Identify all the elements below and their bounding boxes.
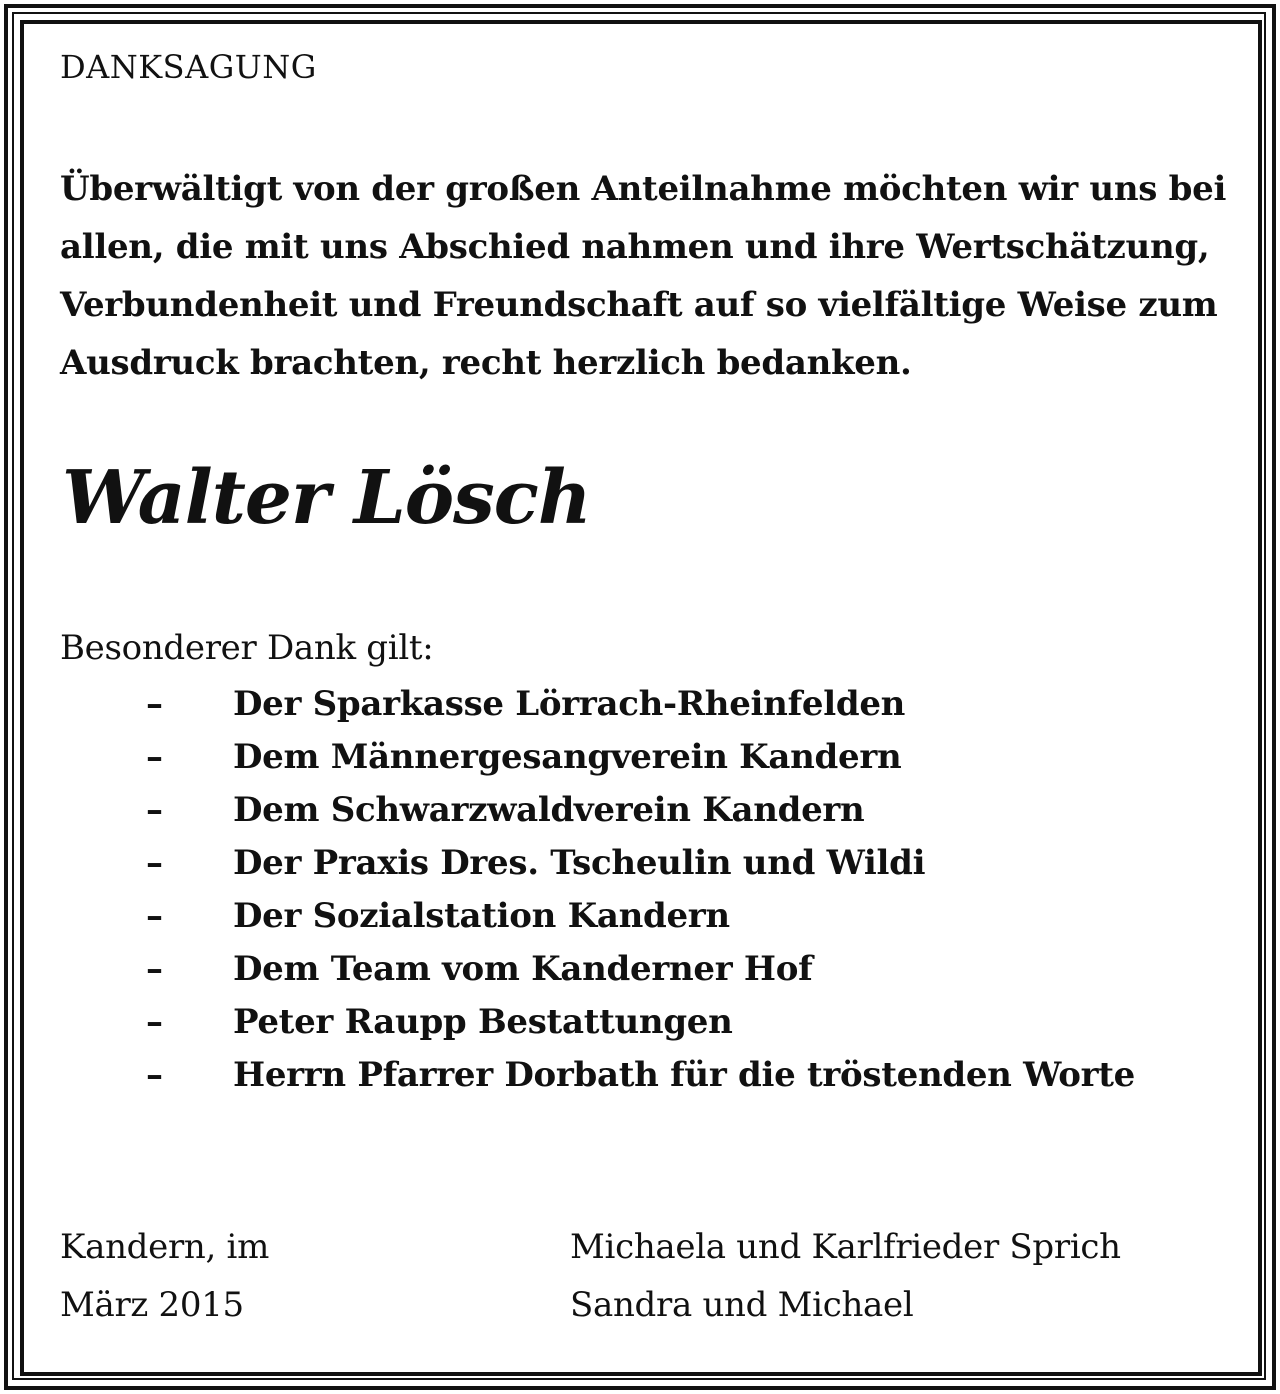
list-marker: – (146, 1055, 163, 1095)
signatory-line: Michaela und Karlfrieder Sprich (570, 1227, 1121, 1267)
list-item-text: Dem Schwarzwaldverein Kandern (233, 790, 865, 830)
thanks-label: Besonderer Dank gilt: (60, 628, 434, 668)
list-marker: – (146, 1002, 163, 1042)
list-item-text: Dem Männergesangverein Kandern (233, 737, 902, 777)
signatories (570, 1218, 1121, 1334)
list-item-text: Dem Team vom Kanderner Hof (233, 949, 813, 989)
list-item-text: Herrn Pfarrer Dorbath für die tröstenden Worte (233, 1055, 1135, 1095)
list-item-text: Der Sparkasse Lörrach-Rheinfelden (233, 684, 906, 724)
list-marker: – (146, 790, 163, 830)
signatory-line: Sandra und Michael (570, 1285, 914, 1325)
intro-line: Verbundenheit und Freundschaft auf so vielfältige Weise zum (60, 285, 1218, 325)
list-marker: – (146, 843, 163, 883)
list-item-text: Der Praxis Dres. Tscheulin und Wildi (233, 843, 926, 883)
list-item-text: Peter Raupp Bestattungen (233, 1002, 733, 1042)
intro-line: Überwältigt von der großen Anteilnahme möchten wir uns bei (60, 169, 1227, 209)
deceased-name: Walter Lösch (62, 455, 591, 541)
intro-paragraph (60, 160, 1227, 392)
list-marker: – (146, 896, 163, 936)
place-date-line: März 2015 (60, 1285, 244, 1325)
list-marker: – (146, 684, 163, 724)
intro-line: Ausdruck brachten, recht herzlich bedanken. (60, 343, 912, 383)
list-item-text: Der Sozialstation Kandern (233, 896, 730, 936)
place-date-line: Kandern, im (60, 1227, 270, 1267)
list-marker: – (146, 949, 163, 989)
place-date (60, 1218, 269, 1334)
intro-line: allen, die mit uns Abschied nahmen und ihre Wertschätzung, (60, 227, 1210, 267)
notice-heading: DANKSAGUNG (60, 48, 317, 86)
list-marker: – (146, 737, 163, 777)
